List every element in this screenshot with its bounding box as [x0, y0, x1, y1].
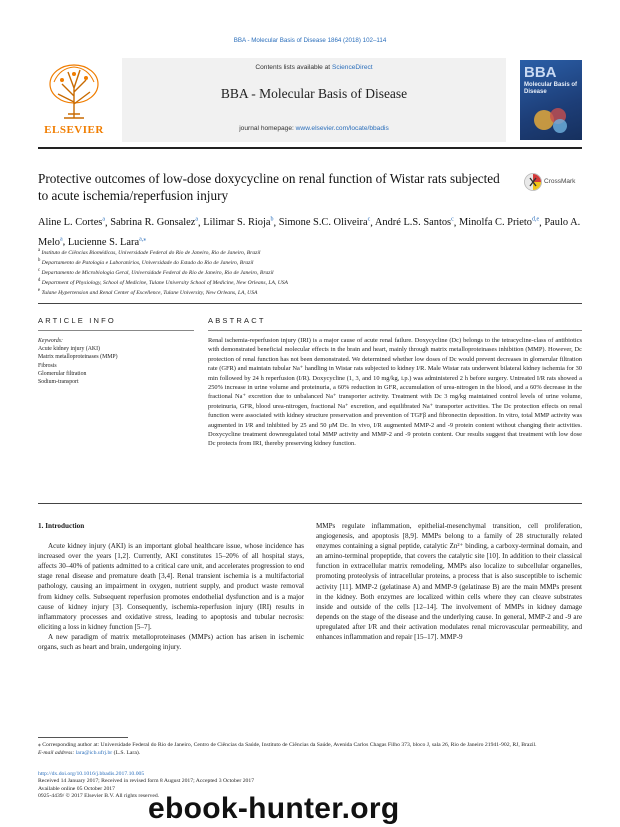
received-dates: Received 14 January 2017; Received in revised form 8 August 2017; Accepted 3 October 2017 [38, 778, 255, 785]
keyword: Acute kidney injury (AKI) [38, 346, 100, 353]
header-rule [38, 147, 582, 149]
email-line [38, 749, 582, 757]
author[interactable]: Minolfa C. Prieto$^{d,e}$ [458, 217, 540, 229]
homepage-prefix: journal homepage: [239, 125, 296, 132]
elsevier-tree-icon [46, 62, 102, 120]
elsevier-logo[interactable] [38, 62, 110, 140]
doi-link[interactable]: http://dx.doi.org/10.1016/j.bbadis.2017.10.005 [38, 771, 145, 777]
keyword: Sodium-transport [38, 379, 79, 386]
affiliation: $^e$ Tulane Hypertension and Renal Center of Excellence, Tulane University, New Orleans, LA, USA [38, 288, 258, 297]
email-suffix: (L.S. Lara). [112, 750, 141, 756]
section-heading: 1. Introduction [38, 522, 85, 530]
author[interactable]: Paulo A. Melo$^a$ [38, 217, 581, 248]
contents-prefix: Contents lists available at [255, 64, 332, 71]
cover-title: BBA [524, 64, 557, 81]
sciencedirect-link[interactable]: ScienceDirect [331, 64, 373, 71]
journal-name: BBA - Molecular Basis of Disease [220, 86, 408, 101]
header-center-panel [122, 58, 506, 142]
abstract-label: ABSTRACT [208, 316, 266, 325]
affiliation-rule [38, 303, 582, 304]
affiliation: $^b$ Departamento de Patologia e Laboratórios, Universidade do Estado do Rio de Janeiro, Brazil [38, 258, 254, 266]
online-date: Available online 05 October 2017 [38, 785, 115, 792]
author[interactable]: Lilimar S. Rioja$^b$ [203, 217, 274, 229]
homepage-line [122, 125, 506, 132]
abstract-rule [208, 330, 582, 331]
body-column-left [38, 521, 304, 652]
journal-cover-image[interactable] [520, 60, 582, 140]
cover-subtitle: Molecular Basis of Disease [524, 82, 578, 95]
journal-header [38, 58, 582, 142]
email-link[interactable]: lara@icb.ufrj.br [75, 750, 113, 756]
affiliation: $^a$ Instituto de Ciências Biomédicas, Universidade Federal do Rio de Janeiro, Rio de Janeiro, Brazil [38, 248, 261, 256]
corresponding-address: ⁎ Corresponding author at: Universidade Federal do Rio de Janeiro, Centro de Ciências da Saúde, Instituto de Ciências da Saúde, Avenida Carlos Chagas Filho 373, bloco J, sala 26, Rio de Janeiro 21941-902, RJ, Brazil. [38, 742, 537, 748]
article-info-label: ARTICLE INFO [38, 316, 116, 325]
email-label: E-mail address: [38, 750, 75, 756]
author[interactable]: Aline L. Cortes$^a$ [38, 217, 106, 229]
abstract-bottom-rule [38, 503, 582, 504]
affiliation: $^d$ Department of Physiology, School of Medicine, Tulane University School of Medicine, New Orleans, LA, USA [38, 278, 288, 287]
crossmark-badge[interactable] [524, 172, 582, 194]
body-paragraph: MMPs regulate inflammation, epithelial-mesenchymal transition, cell proliferation, angiogenesis, and apoptosis [8,9]. MMPs belong to a family of 28 structurally related enzymes containing a signal peptide, catalytic Zn²⁺ binding, a carboxy-terminal domain, and an amino-terminal propeptide, that covers the catalytic site [10]. In addition to their classical function in extracellular matrix remodeling, MMPs also localize to subcellular organelles, promoting proteolysis of intracellular proteins, a process that is also susceptible to ischemic activity [11]. MMP-2 (gelatinase A) and MMP-9 (gelatinase B) are the main MMPs present in the kidney. Both enzymes are localized within cells where they can cleave substrates inside and outside of the cells [12–14]. The involvement of MMPs in kidney damage depends on the stage of the disease and the underlying cause. In general, MMP-2 and -9 are upregulated after I/R and their activation modulates renal microvascular permeability, and enhances inflammation and repair [15–17]. MMP-9 [316, 522, 582, 642]
top-journal-link[interactable]: BBA - Molecular Basis of Disease 1864 (2018) 102–114 [233, 37, 387, 44]
abstract-text: Renal ischemia-reperfusion injury (IRI) is a major cause of acute renal failure. Doxycycline (Dc) belongs to the tetracycline-class of antibiotics with demonstrated beneficial molecular effects in the brain and heart, mainly through matrix metalloproteinases inhibition (MMP). However, Dc protection of renal function has not been demonstrated. We determined whether low doses of Dc would prevent decreases in glomerular filtration rate (GFR) and maintain tubular Na⁺ handling in Wistar rats subjected to kidney I/R. Male Wistar rats underwent bilateral kidney ischemia for 30 min followed by 24 h reperfusion (I/R). Doxycycline (1, 3, and 10 mg/kg, i.p.) was administered 2 h before surgery. Untreated I/R rats showed a 250% increase in urine volume and proteinuria, a 60% reduction in GFR, accumulation of urea-nitrogen in the blood, and a 60% decrease in the fractional Na⁺ excretion due to unbalanced Na⁺ transporter activity. Treatment with Dc 3 mg/kg maintained control levels of urine volume, proteinuria, GFR, blood urea-nitrogen, fractional Na⁺ excretion, and equilibrated Na⁺ transporter activities. The Dc protection effects on renal function were associated with kidney structure preservation and prevention of TGFβ and fibronectin deposition. In vitro, total MMP activity was augmented in I/R and inhibited by 25 and 50 μM Dc. In vivo, I/R augmented MMP-2 and -9 protein content without changing their activities. Doxycycline treatment downregulated total MMP activity and MMP-2 and -9 protein content. Our results suggest that treatment with low dose Dc protects from IRI, thereby preserving kidney function. [208, 337, 582, 448]
article-info-rule [38, 330, 194, 331]
elsevier-wordmark: ELSEVIER [44, 124, 104, 136]
author-list: Aline L. Cortes$^a$, Sabrina R. Gonsalez$^a$, Lilimar S. Rioja$^b$, Simone S.C. Oliveira$^c$, André L.S. Santos$^c$, Minolfa C. Prieto$^{d,e}$, Paulo A. Melo$^a$, Lucienne S. Lara$^{a,⁎}$ [38, 217, 581, 248]
homepage-link[interactable]: www.elsevier.com/locate/bbadis [295, 125, 389, 132]
crossmark-icon [524, 172, 542, 192]
keyword: Glomerular filtration [38, 370, 87, 377]
paper-title: Protective outcomes of low-dose doxycycline on renal function of Wistar rats subjected to acute ischemia/reperfusion injury [38, 171, 500, 203]
corresponding-footnote [38, 741, 582, 757]
keywords-block [38, 337, 194, 386]
author[interactable]: Lucienne S. Lara$^{a,⁎}$ [67, 236, 147, 248]
author[interactable]: André L.S. Santos$^c$ [374, 217, 454, 229]
crossmark-label: CrossMark [544, 178, 576, 185]
keywords-heading: Keywords: [38, 338, 63, 344]
keyword: Matrix metalloproteinases (MMP) [38, 354, 118, 361]
author[interactable]: Simone S.C. Oliveira$^c$ [278, 217, 371, 229]
affiliation: $^c$ Departamento de Microbiologia Geral, Universidade Federal do Rio de Janeiro, Rio de Janeiro, Brazil [38, 268, 274, 276]
footnote-rule [38, 737, 128, 738]
copyright: 0925-4439/ © 2017 Elsevier B.V. All rights reserved. [38, 793, 160, 800]
cover-art-icon [530, 104, 574, 134]
contents-line [122, 64, 506, 71]
affiliation-list [38, 247, 582, 297]
keyword: Fibrosis [38, 362, 57, 369]
body-paragraph: Acute kidney injury (AKI) is an important global healthcare issue, whose incidence has increased over the years [1,2]. Currently, AKI constitutes 15–20% of all hospital stays, affects 30–40% of patients admitted to a critical care unit, and accelerates progression to end stage renal disease and premature death [3,4]. Renal transient ischemia is a multifactorial pathology, causing an impairment in oxygen, nutrient supply, and product waste removal from kidney cells. Subsequent reperfusion promotes endothelial dysfunction and is a major cause of kidney injury [3]. Consequently, ischemia-reperfusion injury (IRI) results in inflammatory processes and oxidative stress, leading to apoptosis and tubular necrosis: eliciting a loss in kidney function [5–7]. [38, 542, 304, 631]
body-column-right [316, 521, 582, 642]
body-paragraph: A new paradigm of matrix metalloproteinases (MMPs) action has arisen in ischemic organs, such as heart and brain, undergoing injury. [38, 632, 304, 652]
author[interactable]: Sabrina R. Gonsalez$^a$ [110, 217, 199, 229]
watermark-text: ebook-hunter.org [148, 792, 400, 825]
